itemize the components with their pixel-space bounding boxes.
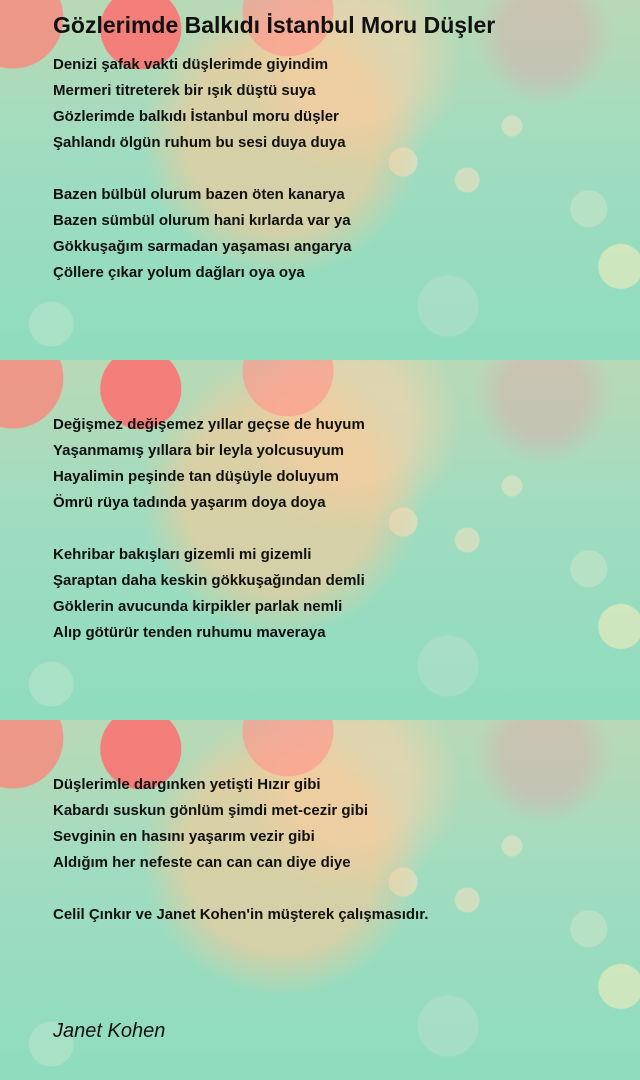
poem-line: Bazen sümbül olurum hani kırlarda var ya bbox=[53, 212, 351, 229]
poem-line: Hayalimin peşinde tan düşüyle doluyum bbox=[53, 468, 339, 485]
poem-panel-3 bbox=[0, 720, 640, 1080]
poem-line: Yaşanmamış yıllara bir leyla yolcusuyum bbox=[53, 442, 344, 459]
poem-line: Göklerin avucunda kirpikler parlak nemli bbox=[53, 598, 343, 615]
stanza-4 bbox=[53, 542, 365, 646]
poem-line: Sevginin en hasını yaşarım vezir gibi bbox=[53, 828, 315, 845]
poem-line: Şaraptan daha keskin gökkuşağından demli bbox=[53, 572, 365, 589]
poem-line: Çöllere çıkar yolum dağları oya oya bbox=[53, 264, 305, 281]
stanza-3 bbox=[53, 412, 365, 516]
poem-line: Şahlandı ölgün ruhum bu sesi duya duya bbox=[53, 134, 346, 151]
poem-line: Gözlerimde balkıdı İstanbul moru düşler bbox=[53, 108, 339, 125]
collaboration-note: Celil Çınkır ve Janet Kohen'in müşterek çalışmasıdır. bbox=[53, 906, 429, 923]
poem-line: Ömrü rüya tadında yaşarım doya doya bbox=[53, 494, 326, 511]
poem-panel-1 bbox=[0, 0, 640, 360]
poem-line: Gökkuşağım sarmadan yaşaması angarya bbox=[53, 238, 352, 255]
poem-line: Düşlerimle dargınken yetişti Hızır gibi bbox=[53, 776, 321, 793]
stanza-1 bbox=[53, 52, 346, 156]
stanza-2 bbox=[53, 182, 352, 286]
poem-panel-2 bbox=[0, 360, 640, 720]
poem-line: Değişmez değişemez yıllar geçse de huyum bbox=[53, 416, 365, 433]
stanza-5 bbox=[53, 772, 368, 876]
poem-line: Kehribar bakışları gizemli mi gizemli bbox=[53, 546, 312, 563]
poem-line: Bazen bülbül olurum bazen öten kanarya bbox=[53, 186, 345, 203]
author-name: Janet Kohen bbox=[53, 1020, 166, 1042]
poem-line: Denizi şafak vakti düşlerimde giyindim bbox=[53, 56, 329, 73]
poem-title: Gözlerimde Balkıdı İstanbul Moru Düşler bbox=[53, 12, 496, 38]
poem-line: Alıp götürür tenden ruhumu maveraya bbox=[53, 624, 326, 641]
poem-line: Kabardı suskun gönlüm şimdi met-cezir gibi bbox=[53, 802, 369, 819]
poem-line: Aldığım her nefeste can can can diye diye bbox=[53, 854, 351, 871]
poem-line: Mermeri titreterek bir ışık düştü suya bbox=[53, 82, 316, 99]
